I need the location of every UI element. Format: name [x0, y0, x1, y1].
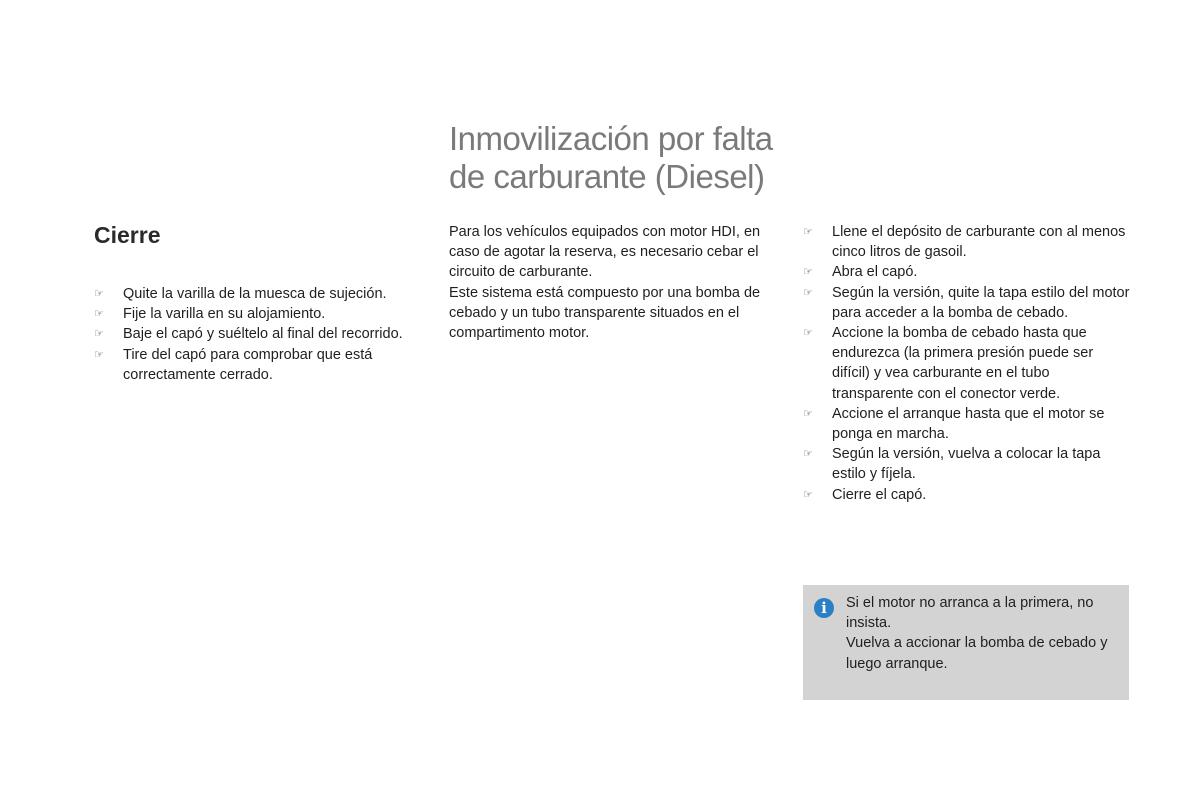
step-text: Según la versión, vuelva a colocar la tapa estilo y fíjela.: [832, 446, 1101, 483]
info-text: [846, 593, 1121, 674]
pointing-hand-icon: ☞: [803, 406, 813, 420]
info-icon: i: [814, 598, 834, 618]
pointing-hand-icon: ☞: [94, 347, 104, 361]
pointing-hand-icon: ☞: [94, 307, 104, 321]
section-heading-cierre: Cierre: [94, 222, 161, 248]
step-text: Quite la varilla de la muesca de sujeción.: [123, 286, 387, 302]
step-text: Cierre el capó.: [832, 486, 927, 503]
pointing-hand-icon: ☞: [94, 287, 104, 300]
step-text: Según la versión, quite la tapa estilo del motor para acceder a la bomba de cebado.: [832, 284, 1130, 321]
pointing-hand-icon: ☞: [803, 326, 813, 340]
info-box: [803, 585, 1129, 700]
pointing-hand-icon: ☞: [94, 327, 104, 341]
pointing-hand-icon: ☞: [803, 487, 813, 501]
list-item: [94, 304, 414, 324]
list-item: [803, 222, 1133, 262]
list-item: [803, 283, 1133, 323]
priming-steps-list: [803, 222, 1133, 505]
page-title-line-2: de carburante (Diesel): [449, 158, 765, 195]
step-text: Abra el capó.: [832, 264, 918, 281]
left-column: [94, 220, 414, 385]
step-text: Accione la bomba de cebado hasta que endurezca (la primera presión puede ser difícil) y vea carburante en el tubo transparente con el conector verde.: [832, 325, 1094, 402]
step-text: Fije la varilla en su alojamiento.: [123, 306, 326, 323]
pointing-hand-icon: ☞: [803, 447, 813, 461]
list-item: [803, 444, 1133, 484]
step-text: Baje el capó y suéltelo al final del recorrido.: [123, 326, 403, 343]
list-item: [803, 485, 1133, 505]
list-item: [94, 345, 414, 385]
list-item: [803, 323, 1133, 404]
list-item: [803, 262, 1133, 282]
step-text: Llene el depósito de carburante con al menos cinco litros de gasoil.: [832, 224, 1126, 261]
right-column: [803, 222, 1133, 505]
pointing-hand-icon: ☞: [803, 285, 813, 299]
list-item: [94, 284, 414, 304]
pointing-hand-icon: ☞: [803, 265, 813, 279]
list-item: [803, 404, 1133, 444]
step-text: Tire del capó para comprobar que está correctamente cerrado.: [123, 346, 373, 383]
step-text: Accione el arranque hasta que el motor se ponga en marcha.: [832, 405, 1105, 443]
pointing-hand-icon: ☞: [803, 225, 813, 238]
system-paragraph: Este sistema está compuesto por una bomba de cebado y un tubo transparente situados en el compartimento motor.: [449, 284, 761, 342]
info-line-2: Vuelva a accionar la bomba de cebado y luego arranque.: [846, 635, 1108, 672]
page-title-line-1: Inmovilización por falta: [449, 120, 773, 157]
info-line-1: Si el motor no arranca a la primera, no insista.: [846, 595, 1094, 632]
page-title: [449, 120, 809, 196]
intro-paragraph: Para los vehículos equipados con motor HDI, en caso de agotar la reserva, es necesario cebar el circuito de carburante.: [449, 224, 761, 281]
middle-column: [449, 222, 769, 343]
cierre-steps-list: [94, 284, 414, 385]
list-item: [94, 324, 414, 344]
